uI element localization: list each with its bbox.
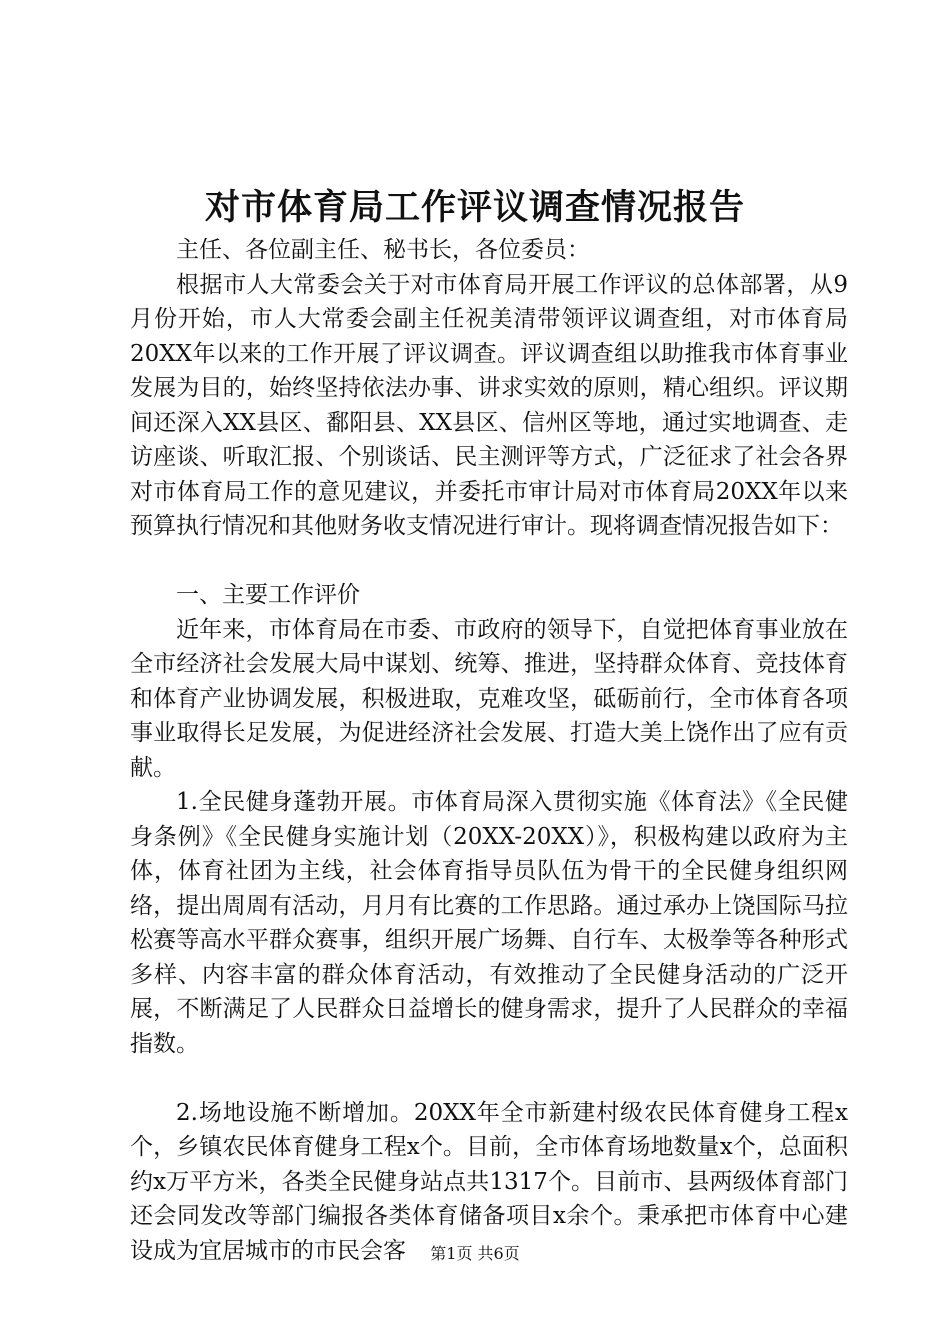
section-intro-paragraph: 近年来，市体育局在市委、市政府的领导下，自觉把体育事业放在全市经济社会发展大局中谋划、统筹、推进，坚持群众体育、竞技体育和体育产业协调发展，积极进取，克难攻坚，砥砺前行，全市体育各项事业取得长足发展，为促进经济社会发展、打造大美上饶作出了应有贡献。 [130, 616, 848, 781]
document-body [130, 233, 848, 1268]
page-footer: 第1页 共6页 [430, 1244, 520, 1263]
section-heading: 一、主要工作评价 [176, 582, 360, 608]
item-1-paragraph: 1.全民健身蓬勃开展。市体育局深入贯彻实施《体育法》《全民健身条例》《全民健身实施计划（20XX-20XX）》，积极构建以政府为主体，体育社团为主线，社会体育指导员队伍为骨干的全民健身组织网络，提出周周有活动，月月有比赛的工作思路。通过承办上饶国际马拉松赛等高水平群众赛事，组织开展广场舞、自行车、太极拳等各种形式多样、内容丰富的群众体育活动，有效推动了全民健身活动的广泛开展，不断满足了人民群众日益增长的健身需求，提升了人民群众的幸福指数。 [130, 789, 848, 1057]
intro-paragraph: 根据市人大常委会关于对市体育局开展工作评议的总体部署，从9月份开始，市人大常委会副主任祝美清带领评议调查组，对市体育局20XX年以来的工作开展了评议调查。评议调查组以助推我市体育事业发展为目的，始终坚持依法办事、讲求实效的原则，精心组织。评议期间还深入XX县区、鄱阳县、XX县区、信州区等地，通过实地调查、走访座谈、听取汇报、个别谈话、民主测评等方式，广泛征求了社会各界对市体育局工作的意见建议，并委托市审计局对市体育局20XX年以来预算执行情况和其他财务收支情况进行审计。现将调查情况报告如下： [130, 271, 848, 539]
salutation-paragraph: 主任、各位副主任、秘书长，各位委员： [176, 237, 590, 263]
document-title: 对市体育局工作评议调查情况报告 [204, 187, 745, 228]
item-2-paragraph: 2.场地设施不断增加。20XX年全市新建村级农民体育健身工程x个，乡镇农民体育健身工程x个。目前，全市体育场地数量x个，总面积约x万平方米，各类全民健身站点共1317个。目前市、县两级体育部门还会同发改等部门编报各类体育储备项目x余个。秉承把市体育中心建设成为宜居城市的市民会客 [130, 1099, 848, 1264]
